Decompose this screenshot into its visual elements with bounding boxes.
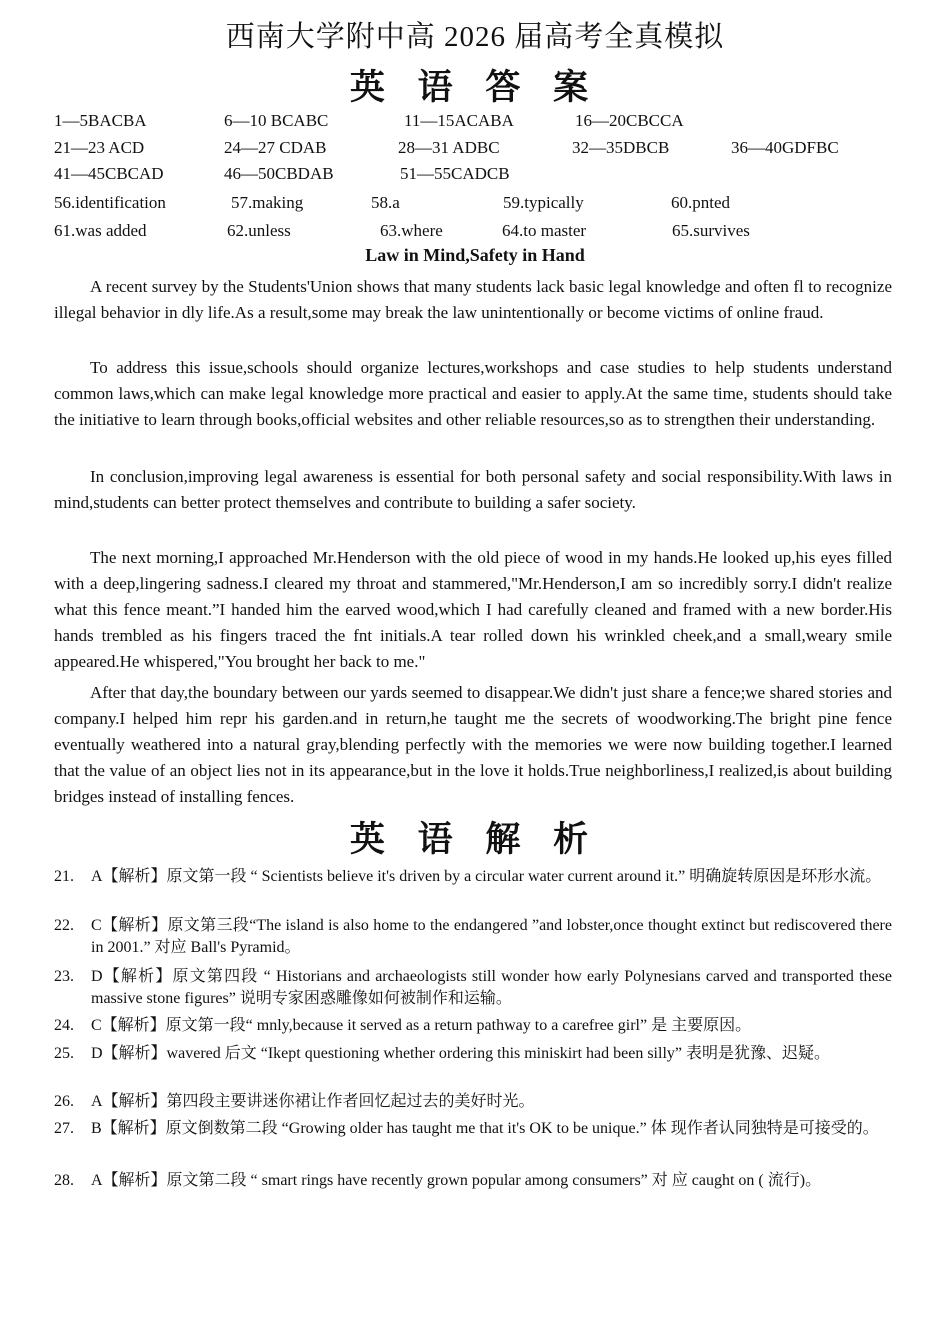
- question-number: 27.: [54, 1120, 74, 1137]
- fill-answer: 65.survives: [672, 221, 750, 240]
- essay-title: Law in Mind,Safety in Hand: [365, 245, 585, 265]
- answer-range: 11—15ACABA: [404, 111, 514, 130]
- answer-range: 28—31 ADBC: [398, 138, 500, 157]
- fill-answer: 61.was added: [54, 221, 147, 240]
- analysis-text: A【解析】原文第二段 “ smart rings have recently grown popular among consumers” 对 应 caught on ( 流行)。: [91, 1172, 822, 1189]
- question-number: 24.: [54, 1017, 74, 1034]
- analysis-text: A【解析】原文第一段 “ Scientists believe it's driven by a circular water current around it.” 明确旋转原因是环形水流。: [91, 868, 882, 885]
- fill-answer: 57.making: [231, 193, 304, 212]
- analysis-text: B【解析】原文倒数第二段 “Growing older has taught me that it's OK to be unique.” 体 现作者认同独特是可接受的。: [91, 1120, 879, 1137]
- fill-answer: 64.to master: [502, 221, 587, 240]
- answer-range: 36—40GDFBC: [731, 138, 839, 157]
- exam-title: 西南大学附中高 2026 届高考全真模拟: [225, 21, 725, 53]
- answer-range: 16—20CBCCA: [575, 111, 684, 130]
- fill-answer: 63.where: [380, 221, 443, 240]
- fill-answer: 56.identification: [54, 193, 166, 212]
- answer-range: 21—23 ACD: [54, 138, 145, 157]
- question-number: 28.: [54, 1172, 74, 1189]
- answer-heading: 英 语 答 案: [349, 68, 601, 107]
- analysis-text: C【解析】原文第一段“ mnly,because it served as a return pathway to a carefree girl” 是 主要原因。: [91, 1017, 752, 1034]
- analysis-text: D【解析】wavered 后文 “Ikept questioning whether ordering this miniskirt had been silly” 表明是犹豫、迟疑。: [91, 1045, 830, 1062]
- fill-answer: 60.pnted: [671, 193, 731, 212]
- essay-paragraph: A recent survey by the Students'Union shows that many students lack basic legal knowledge and often fl to recognize illegal behavior in dly life.As a result,some may break the law unintentionally or become victims of online fraud.: [54, 277, 892, 322]
- essay-paragraph: To address this issue,schools should organize lectures,workshops and case studies to help students understand common laws,which can make legal knowledge more practical and easier to apply.At the same time, students should take the initiative to learn through books,official websites and other reliable resources,so as to strengthen their understanding.: [54, 358, 892, 429]
- question-number: 25.: [54, 1045, 74, 1062]
- fill-answer: 58.a: [371, 193, 400, 212]
- answer-range: 51—55CADCB: [400, 164, 510, 183]
- answer-range: 24—27 CDAB: [224, 138, 327, 157]
- answer-range: 46—50CBDAB: [224, 164, 334, 183]
- story-paragraph: After that day,the boundary between our yards seemed to disappear.We didn't just share a fence;we shared stories and company.I helped him repr his garden.and in return,he taught me the secrets of woodworking.The bright pine fence eventually weathered into a natural gray,blending perfectly with the memories we were now building together.I learned that the value of an object lies not in its appearance,but in the love it holds.True neighborliness,I realized,is about building bridges instead of installing fences.: [54, 683, 892, 806]
- story-paragraph: The next morning,I approached Mr.Henderson with the old piece of wood in my hands.He looked up,his eyes filled with a deep,lingering sadness.I cleared my throat and stammered,"Mr.Henderson,I am so incredibly sorry.I didn't realize what this fence meant.”I handed him the earved wood,which I had carefully cleaned and framed with a new border.His hands trembled as his fingers traced the fnt initials.A tear rolled down his wrinkled cheek,and a small,weary smile appeared.He whispered,"You brought her back to me.": [54, 548, 892, 671]
- fill-answer: 62.unless: [227, 221, 291, 240]
- answer-range: 41—45CBCAD: [54, 164, 164, 183]
- question-number: 23.: [54, 968, 74, 985]
- answer-range: 6—10 BCABC: [224, 111, 329, 130]
- question-number: 26.: [54, 1093, 74, 1110]
- analysis-text: A【解析】第四段主要讲迷你裙让作者回忆起过去的美好时光。: [91, 1093, 535, 1110]
- question-number: 22.: [54, 917, 74, 934]
- analysis-heading: 英 语 解 析: [349, 820, 601, 859]
- answer-range: 32—35DBCB: [572, 138, 670, 157]
- answer-range: 1—5BACBA: [54, 111, 147, 130]
- question-number: 21.: [54, 868, 74, 885]
- fill-answer: 59.typically: [503, 193, 584, 212]
- analysis-text: C【解析】原文第三段“The island is also home to the endangered ”and lobster,once thought extinct but rediscovered there in 2001.” 对应 Ball's Pyramid。: [91, 917, 892, 956]
- analysis-text: D【解析】原文第四段 “ Historians and archaeologists still wonder how early Polynesians carved and transported these massive stone figures” 说明专家困惑雕像如何被制作和运输。: [91, 968, 892, 1007]
- essay-paragraph: In conclusion,improving legal awareness is essential for both personal safety and social responsibility.With laws in mind,students can better protect themselves and contribute to building a safer society.: [54, 467, 892, 512]
